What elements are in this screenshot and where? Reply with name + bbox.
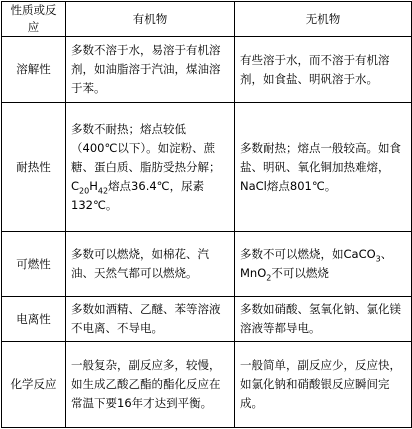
property-cell: 化学反应: [2, 342, 66, 428]
header-property: 性质或反应: [2, 2, 66, 37]
table-row: [2, 232, 412, 297]
inorganic-cell: 多数不可以燃烧，如CaCO$_3$、MnO$_2$不可以燃烧: [235, 232, 412, 297]
table-row: [2, 103, 412, 232]
comparison-table: [1, 1, 412, 428]
property-cell: 电离性: [2, 297, 66, 342]
header-inorganic: 无机物: [235, 2, 412, 37]
inorganic-cell: 多数如硝酸、氢氧化钠、氯化镁溶液等都导电。: [235, 297, 412, 342]
organic-cell: 一般复杂，副反应多，较慢，如生成乙酸乙酯的酯化反应在常温下要16年才达到平衡。: [66, 342, 235, 428]
organic-cell: 多数如酒精、乙醚、苯等溶液不电离、不导电。: [66, 297, 235, 342]
inorganic-cell: 有些溶于水，而不溶于有机溶剂，如食盐、明矾溶于水。: [235, 37, 412, 103]
header-row: [2, 2, 412, 37]
table-row: [2, 37, 412, 103]
property-cell: 可燃性: [2, 232, 66, 297]
property-cell: 耐热性: [2, 103, 66, 232]
organic-cell: 多数不耐热；熔点较低（400℃以下）。如淀粉、蔗糖、蛋白质、脂肪受热分解；$C_{20}H_{42}$熔点36.4℃，尿素132℃。: [66, 103, 235, 232]
property-cell: 溶解性: [2, 37, 66, 103]
inorganic-cell: 一般简单，副反应少，反应快，如氯化钠和硝酸银反应瞬间完成。: [235, 342, 412, 428]
table-row: [2, 297, 412, 342]
table-row: [2, 342, 412, 428]
header-organic: 有机物: [66, 2, 235, 37]
organic-cell: 多数不溶于水，易溶于有机溶剂，如油脂溶于汽油，煤油溶于苯。: [66, 37, 235, 103]
inorganic-cell: 多数耐热；熔点一般较高。如食盐、明矾、氧化铜加热难熔，NaCl熔点801℃。: [235, 103, 412, 232]
organic-cell: 多数可以燃烧，如棉花、汽油、天然气都可以燃烧。: [66, 232, 235, 297]
